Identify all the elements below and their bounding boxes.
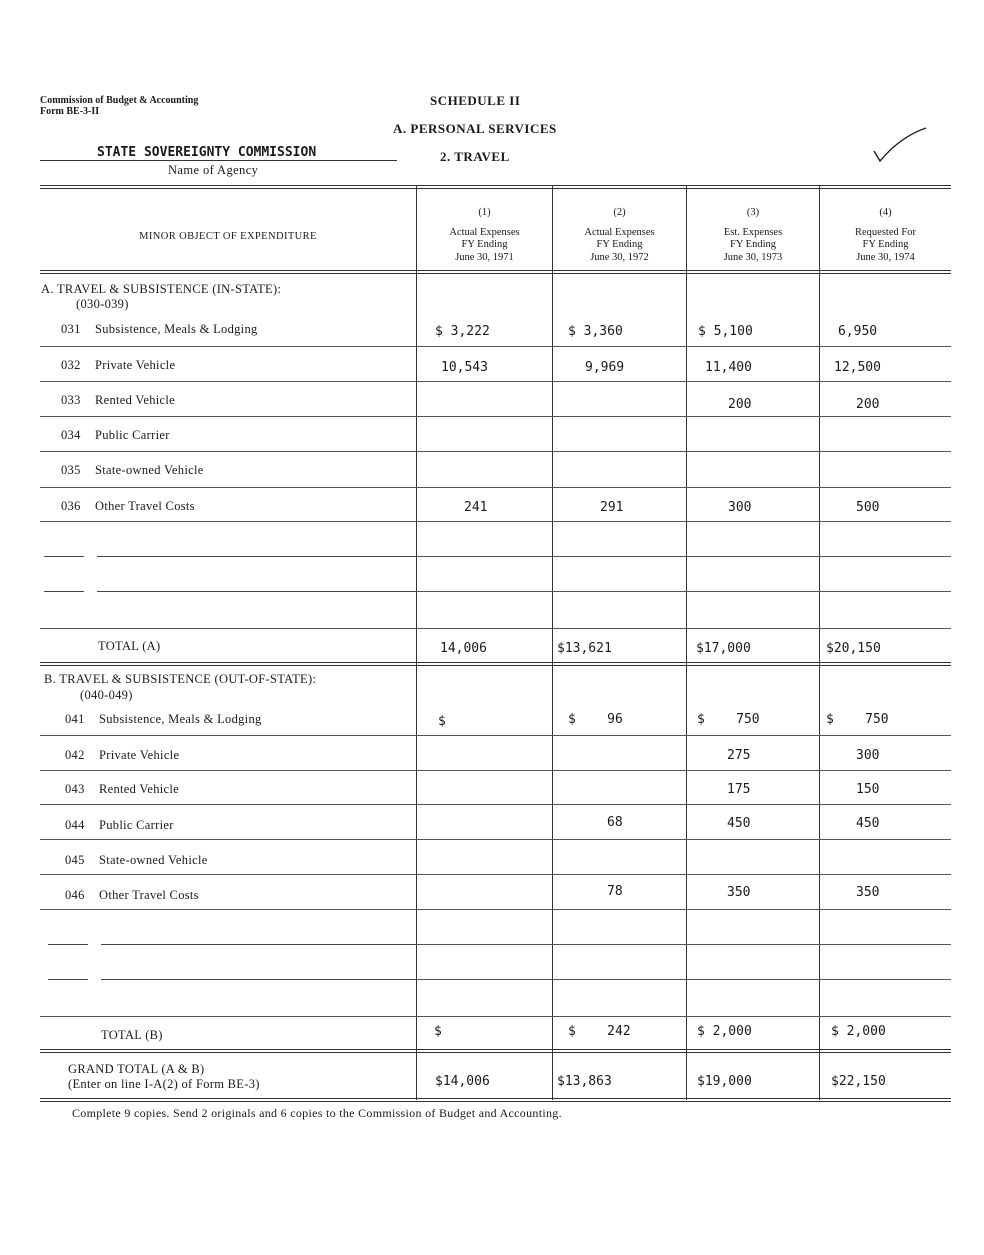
check-mark-icon bbox=[870, 125, 930, 167]
footer-instructions: Complete 9 copies. Send 2 originals and 6 copies to the Commission of Budget and Accounting. bbox=[72, 1106, 562, 1120]
grand-total-col4: $22,150 bbox=[831, 1074, 886, 1089]
column-header-2: (2) Actual Expenses FY Ending June 30, 1972 bbox=[584, 207, 655, 263]
row-043: 043 Rented Vehicle bbox=[65, 782, 179, 796]
b-044-col3: 450 bbox=[727, 816, 751, 831]
a-036-col2: 291 bbox=[600, 500, 624, 515]
a-032-col1: 10,543 bbox=[441, 360, 488, 375]
b-041-col4: $ 750 bbox=[826, 712, 889, 727]
b-044-col4: 450 bbox=[856, 816, 880, 831]
b-043-col3: 175 bbox=[727, 782, 751, 797]
row-042: 042 Private Vehicle bbox=[65, 748, 180, 762]
a-036-col3: 300 bbox=[728, 500, 752, 515]
b-046-col2: 78 bbox=[607, 884, 623, 899]
total-a-col4: $20,150 bbox=[826, 641, 881, 656]
total-b-col2: $ 242 bbox=[568, 1024, 631, 1039]
header-bottom-rule bbox=[40, 270, 951, 271]
row-041: 041 Subsistence, Meals & Lodging bbox=[65, 712, 262, 726]
grand-total-col3: $19,000 bbox=[697, 1074, 752, 1089]
agency-name: STATE SOVEREIGNTY COMMISSION bbox=[97, 145, 317, 160]
total-a-col1: 14,006 bbox=[440, 641, 487, 656]
section-b-range: (040-049) bbox=[80, 688, 133, 702]
commission-name bbox=[40, 95, 198, 117]
b-044-col2: 68 bbox=[607, 815, 623, 830]
a-032-col3: 11,400 bbox=[705, 360, 752, 375]
grand-total-col1: $14,006 bbox=[435, 1074, 490, 1089]
row-035: 035 State-owned Vehicle bbox=[61, 463, 204, 477]
form-number: Form BE-3-II bbox=[40, 106, 100, 117]
table-top-rule bbox=[40, 185, 951, 186]
a-032-col2: 9,969 bbox=[585, 360, 625, 375]
b-042-col3: 275 bbox=[727, 748, 751, 763]
grand-total-label: GRAND TOTAL (A & B) bbox=[68, 1062, 205, 1076]
agency-caption: Name of Agency bbox=[168, 163, 259, 177]
row-033: 033 Rented Vehicle bbox=[61, 393, 175, 407]
total-a-label: TOTAL (A) bbox=[98, 639, 161, 653]
b-043-col4: 150 bbox=[856, 782, 880, 797]
b-046-col3: 350 bbox=[727, 885, 751, 900]
agency-underline bbox=[40, 160, 397, 161]
column-header-4: (4) Requested For FY Ending June 30, 1974 bbox=[855, 207, 916, 263]
a-031-col3: $ 5,100 bbox=[698, 324, 753, 339]
a-032-col4: 12,500 bbox=[834, 360, 881, 375]
schedule-title: SCHEDULE II bbox=[430, 93, 521, 108]
a-033-col3: 200 bbox=[728, 397, 752, 412]
total-a-col3: $17,000 bbox=[696, 641, 751, 656]
b-041-col1: $ bbox=[438, 714, 446, 729]
total-a-col2: $13,621 bbox=[557, 641, 612, 656]
section-b-title: B. TRAVEL & SUBSISTENCE (OUT-OF-STATE): bbox=[44, 672, 317, 686]
section-title: A. PERSONAL SERVICES bbox=[393, 121, 557, 136]
column-header-1: (1) Actual Expenses FY Ending June 30, 1971 bbox=[449, 207, 520, 263]
row-045: 045 State-owned Vehicle bbox=[65, 853, 208, 867]
total-b-label: TOTAL (B) bbox=[101, 1028, 163, 1042]
row-046: 046 Other Travel Costs bbox=[65, 888, 199, 902]
commission-line-1: Commission of Budget & Accounting bbox=[40, 95, 199, 106]
column-header-3: (3) Est. Expenses FY Ending June 30, 1973 bbox=[723, 207, 783, 263]
grand-total-col2: $13,863 bbox=[557, 1074, 612, 1089]
row-034: 034 Public Carrier bbox=[61, 428, 170, 442]
row-044: 044 Public Carrier bbox=[65, 818, 174, 832]
a-031-col4: 6,950 bbox=[838, 324, 878, 339]
subsection-title: 2. TRAVEL bbox=[440, 149, 510, 164]
grand-total-note: (Enter on line I-A(2) of Form BE-3) bbox=[68, 1077, 260, 1091]
section-a-title: A. TRAVEL & SUBSISTENCE (IN-STATE): bbox=[41, 282, 282, 296]
b-041-col3: $ 750 bbox=[697, 712, 760, 727]
b-042-col4: 300 bbox=[856, 748, 880, 763]
b-046-col4: 350 bbox=[856, 885, 880, 900]
a-036-col4: 500 bbox=[856, 500, 880, 515]
total-b-col4: $ 2,000 bbox=[831, 1024, 886, 1039]
row-032: 032 Private Vehicle bbox=[61, 358, 176, 372]
a-033-col4: 200 bbox=[856, 397, 880, 412]
row-031: 031 Subsistence, Meals & Lodging bbox=[61, 322, 258, 336]
row-036: 036 Other Travel Costs bbox=[61, 499, 195, 513]
a-031-col2: $ 3,360 bbox=[568, 324, 623, 339]
total-b-col3: $ 2,000 bbox=[697, 1024, 752, 1039]
a-036-col1: 241 bbox=[464, 500, 488, 515]
table-bottom-rule bbox=[40, 1098, 951, 1099]
b-041-col2: $ 96 bbox=[568, 712, 623, 727]
column-header-minor-object: MINOR OBJECT OF EXPENDITURE bbox=[139, 231, 317, 242]
a-031-col1: $ 3,222 bbox=[435, 324, 490, 339]
total-b-col1: $ bbox=[434, 1024, 442, 1039]
section-a-range: (030-039) bbox=[76, 297, 129, 311]
